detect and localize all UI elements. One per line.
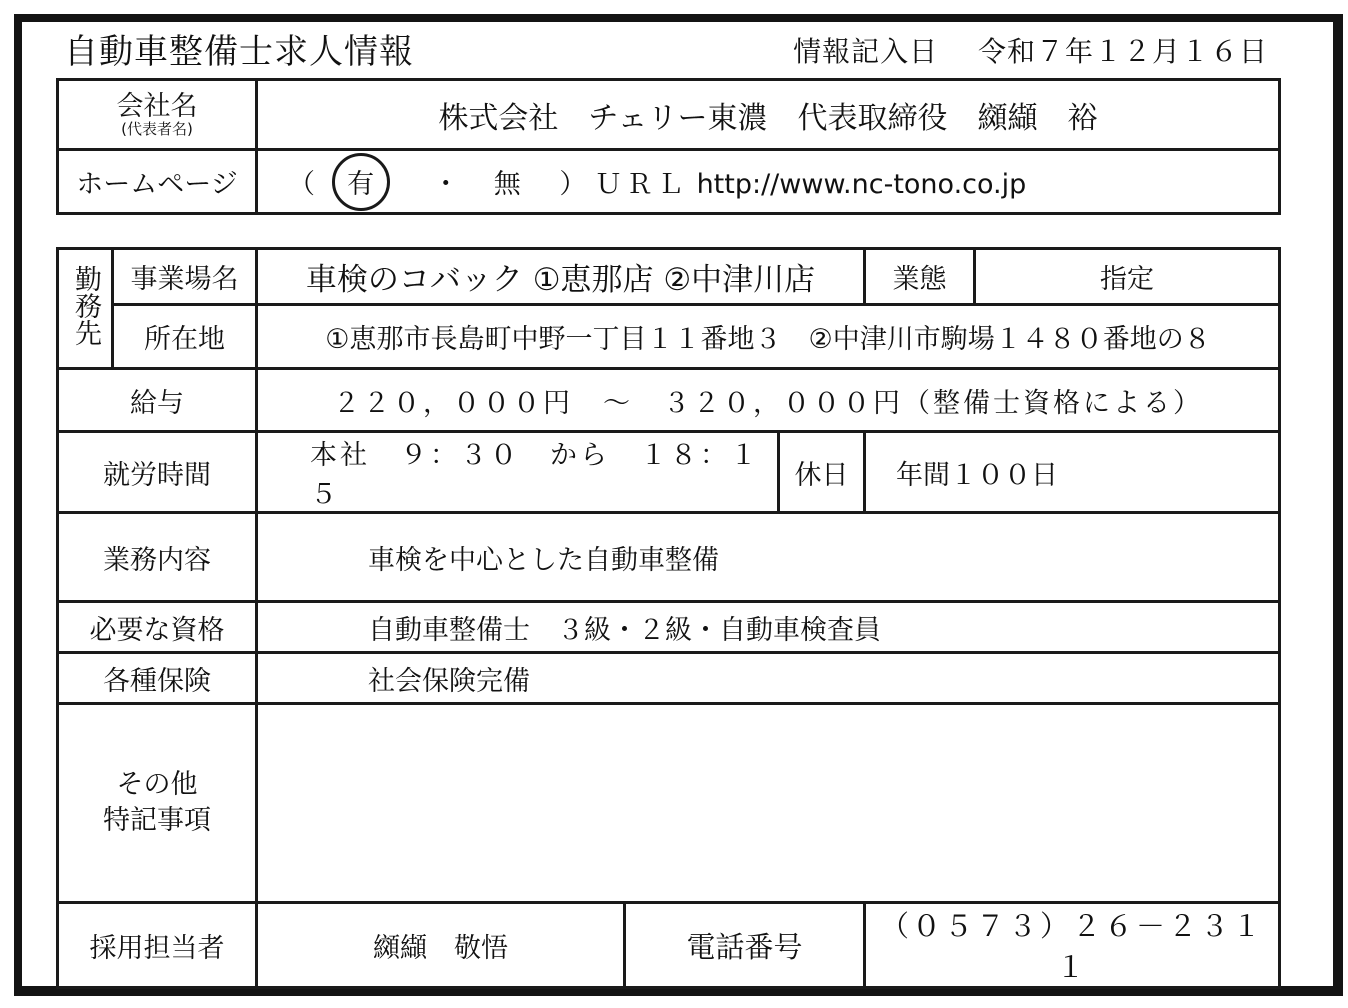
homepage-close-paren: ） xyxy=(559,168,587,200)
hours-label: 就労時間 xyxy=(58,432,257,513)
notes-label-cell xyxy=(58,704,257,903)
notes-label-2: 特記事項 xyxy=(103,805,211,836)
salary-label: 給与 xyxy=(58,369,257,432)
company-value: 株式会社 チェリー東濃 代表取締役 纐纈 裕 xyxy=(257,80,1280,150)
company-table xyxy=(56,78,1281,215)
company-label: 会社名 xyxy=(116,90,198,122)
homepage-none: 無 xyxy=(493,168,521,200)
business-type-label: 業態 xyxy=(865,249,975,305)
company-sublabel: (代表者名) xyxy=(121,119,193,138)
duties-label: 業務内容 xyxy=(58,513,257,602)
notes-label-1: その他 xyxy=(116,769,198,800)
duties-value: 車検を中心とした自動車整備 xyxy=(257,513,1280,602)
form-title: 自動車整備士求人情報 xyxy=(64,32,414,72)
qualifications-label: 必要な資格 xyxy=(58,602,257,653)
recruiter-value: 纐纈 敬悟 xyxy=(257,903,625,988)
address-value: ①恵那市長島町中野一丁目１１番地３ ②中津川市駒場１４８０番地の８ xyxy=(257,305,1280,369)
notes-value xyxy=(257,704,1280,903)
workplace-name-value: 車検のコバック ①恵那店 ②中津川店 xyxy=(257,249,865,305)
homepage-has-circled: 有 xyxy=(332,153,390,211)
homepage-url: http://www.nc-tono.co.jp xyxy=(696,168,1027,200)
insurance-label: 各種保険 xyxy=(58,653,257,704)
homepage-open-paren: （ xyxy=(288,168,315,200)
workplace-group-label: 勤務先 xyxy=(70,264,101,346)
homepage-url-label: ＵＲＬ xyxy=(594,168,688,200)
holiday-label: 休日 xyxy=(779,432,865,513)
workplace-name-label: 事業場名 xyxy=(113,249,257,305)
homepage-dot: ・ xyxy=(432,168,460,200)
address-label: 所在地 xyxy=(113,305,257,369)
homepage-label: ホームページ xyxy=(58,150,257,214)
entry-date-label: 情報記入日 xyxy=(793,35,939,68)
homepage-value-cell xyxy=(257,150,1280,214)
workplace-group-cell xyxy=(58,249,113,369)
business-type-value: 指定 xyxy=(975,249,1280,305)
phone-value: （０５７３）２６－２３１１ xyxy=(865,903,1280,988)
qualifications-value: 自動車整備士 ３級・２級・自動車検査員 xyxy=(257,602,1280,653)
entry-date xyxy=(785,30,1268,70)
job-table xyxy=(56,247,1281,989)
entry-date-value: 令和７年１２月１６日 xyxy=(977,35,1268,68)
company-label-cell xyxy=(58,80,257,150)
hours-value: 本社 ９：３０ から １８：１５ xyxy=(257,432,779,513)
phone-label: 電話番号 xyxy=(625,903,865,988)
holiday-value: 年間１００日 xyxy=(865,432,1280,513)
salary-value: ２２０，０００円 ～ ３２０，０００円（整備士資格による） xyxy=(257,369,1280,432)
recruiter-label: 採用担当者 xyxy=(58,903,257,988)
insurance-value: 社会保険完備 xyxy=(257,653,1280,704)
